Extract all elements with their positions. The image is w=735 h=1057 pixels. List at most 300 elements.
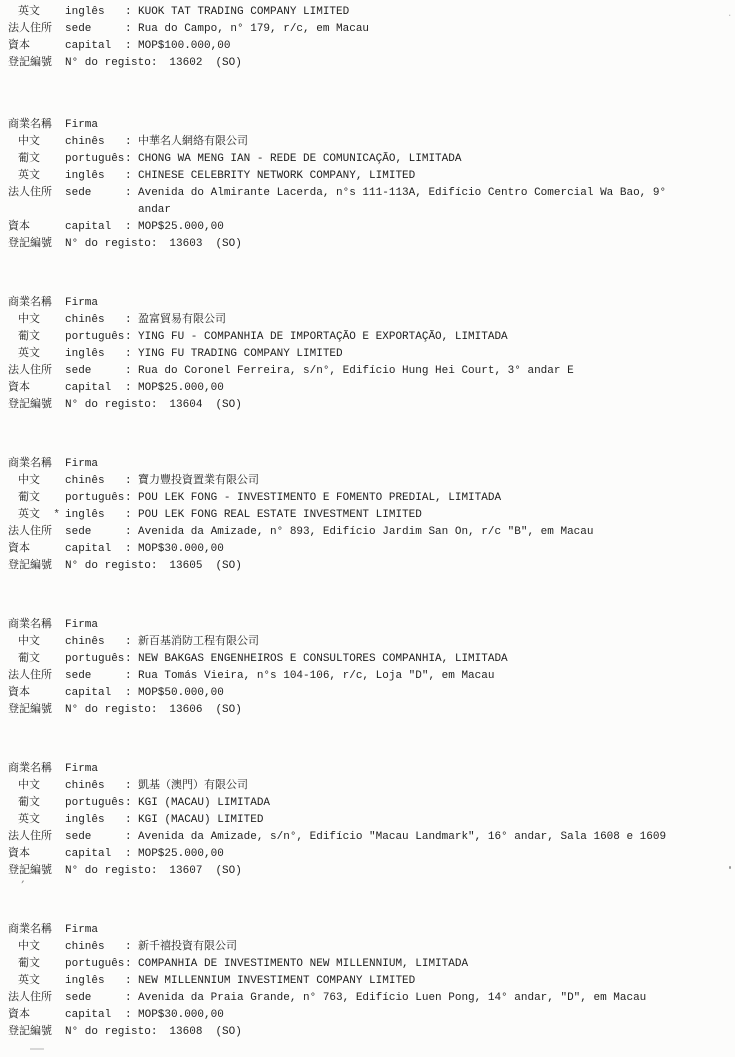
label-chinese-text: 商業名稱 — [8, 619, 52, 631]
field-value: MOP$25.000,00 — [138, 848, 224, 860]
field-value-cell — [125, 507, 422, 524]
field-value: NEW MILLENNIUM INVESTIMENT COMPANY LIMITED — [138, 975, 416, 987]
colon-separator: : — [125, 831, 132, 843]
label-chinese-text: 葡文 — [18, 492, 40, 504]
label-portuguese: chinês — [65, 941, 105, 953]
label-chinese-text: 中文 — [18, 136, 40, 148]
registry-label: N° do registo: — [65, 399, 158, 411]
colon-separator: : — [125, 1009, 132, 1021]
label-chinese-text: 葡文 — [18, 331, 40, 343]
label-chinese-text: 資本 — [8, 382, 30, 394]
label-chinese-text: 登記編號 — [8, 704, 52, 716]
label-portuguese: sede — [65, 23, 92, 35]
label-chinese-text: 法人住所 — [8, 992, 52, 1004]
registry-label: N° do registo: — [65, 704, 158, 716]
field-value: POU LEK FONG REAL ESTATE INVESTMENT LIMITED — [138, 509, 422, 521]
field-value: MOP$25.000,00 — [138, 221, 224, 233]
field-value: 寶力豐投資置業有限公司 — [138, 475, 259, 487]
label-chinese — [8, 490, 65, 507]
entry-field-row — [8, 541, 735, 558]
label-portuguese: Firma — [65, 924, 99, 936]
field-value-cell — [125, 4, 349, 21]
label-chinese-text: 資本 — [8, 40, 30, 52]
label-chinese — [8, 21, 65, 38]
registry-label: N° do registo: — [65, 865, 158, 877]
scan-artifact — [729, 866, 731, 869]
label-chinese — [8, 939, 65, 956]
field-value-cell — [125, 524, 593, 541]
field-value: Avenida da Amizade, n° 893, Edifício Jardim San On, r/c "B", em Macau — [138, 526, 594, 538]
field-value: Rua do Coronel Ferreira, s/n°, Edifício Hung Hei Court, 3° andar E — [138, 365, 574, 377]
registration-number-row — [8, 863, 735, 880]
label-chinese-text: 商業名稱 — [8, 924, 52, 936]
entry-field-row — [8, 151, 735, 168]
registry-number: 13605 — [169, 560, 203, 572]
field-value-cell — [125, 363, 574, 380]
field-value-cell — [125, 939, 237, 956]
colon-separator: : — [125, 941, 132, 953]
registry-number: 13602 — [169, 57, 203, 69]
label-chinese — [8, 956, 65, 973]
label-chinese-text: 葡文 — [18, 153, 40, 165]
label-chinese-text: 英文 — [18, 6, 40, 18]
colon-separator: : — [125, 153, 132, 165]
field-value: 新百基消防工程有限公司 — [138, 636, 259, 648]
label-chinese-text: 商業名稱 — [8, 458, 52, 470]
field-value-cell — [125, 346, 343, 363]
label-chinese-text: 法人住所 — [8, 526, 52, 538]
registry-label: N° do registo: — [65, 1026, 158, 1038]
field-value-cell — [125, 634, 259, 651]
label-chinese-text: 商業名稱 — [8, 119, 52, 131]
label-portuguese: sede — [65, 526, 92, 538]
registry-entries — [8, 4, 735, 1041]
label-chinese — [8, 168, 65, 185]
field-value-cell — [125, 168, 415, 185]
colon-separator: : — [125, 23, 132, 35]
label-portuguese: português — [65, 331, 125, 343]
field-value: MOP$25.000,00 — [138, 382, 224, 394]
registration-number-row — [8, 397, 735, 414]
label-chinese-text: 中文 — [18, 941, 40, 953]
field-value-cell — [125, 473, 259, 490]
label-chinese — [8, 312, 65, 329]
field-value: CHINESE CELEBRITY NETWORK COMPANY, LIMITED — [138, 170, 416, 182]
colon-separator: : — [125, 365, 132, 377]
label-portuguese: Firma — [65, 119, 99, 131]
field-value-cell — [125, 21, 369, 38]
field-value-cell — [125, 219, 224, 236]
label-chinese-text: 資本 — [8, 221, 30, 233]
label-chinese — [8, 117, 65, 134]
label-chinese-text: 法人住所 — [8, 23, 52, 35]
entry-field-row — [8, 990, 735, 1007]
colon-separator: : — [125, 509, 132, 521]
field-value: KGI (MACAU) LIMITADA — [138, 797, 271, 809]
stray-asterisk-mark: * — [53, 509, 60, 521]
label-chinese-text: 葡文 — [18, 653, 40, 665]
field-value: MOP$30.000,00 — [138, 1009, 224, 1021]
registry-suffix: (SO) — [215, 865, 242, 877]
colon-separator: : — [125, 136, 132, 148]
entry-13602-partial — [8, 4, 735, 72]
colon-separator: : — [125, 780, 132, 792]
label-chinese — [8, 134, 65, 151]
colon-separator: : — [125, 314, 132, 326]
entry-13608 — [8, 922, 735, 1041]
label-chinese — [8, 846, 65, 863]
field-value: Avenida da Amizade, s/n°, Edifício "Macau Landmark", 16° andar, Sala 1608 e 1609 — [138, 831, 667, 843]
registry-suffix: (SO) — [215, 1026, 242, 1038]
registry-label: N° do registo: — [65, 238, 158, 250]
field-value-cell — [125, 829, 666, 846]
entry-field-row — [8, 829, 735, 846]
label-chinese — [8, 236, 65, 253]
entry-13604 — [8, 295, 735, 414]
field-value-cell — [125, 1007, 224, 1024]
entry-13606 — [8, 617, 735, 719]
label-chinese-text: 英文 — [18, 509, 40, 521]
colon-separator: : — [125, 797, 132, 809]
entry-field-row — [8, 812, 735, 829]
colon-separator: : — [125, 814, 132, 826]
label-portuguese: sede — [65, 831, 92, 843]
entry-field-row — [8, 185, 735, 219]
field-value-cell — [125, 795, 270, 812]
label-chinese-text: 英文 — [18, 170, 40, 182]
label-chinese — [8, 380, 65, 397]
colon-separator: : — [125, 653, 132, 665]
registry-label: N° do registo: — [65, 560, 158, 572]
field-value-cell — [125, 312, 226, 329]
entry-field-row — [8, 473, 735, 490]
label-chinese-text: 資本 — [8, 848, 30, 860]
label-portuguese: capital — [65, 40, 112, 52]
registry-number: 13604 — [169, 399, 203, 411]
label-chinese-text: 法人住所 — [8, 670, 52, 682]
entry-field-row — [8, 456, 735, 473]
label-chinese — [8, 363, 65, 380]
entry-field-row — [8, 973, 735, 990]
field-value: POU LEK FONG - INVESTIMENTO E FOMENTO PREDIAL, LIMITADA — [138, 492, 502, 504]
entry-13607 — [8, 761, 735, 880]
colon-separator: : — [125, 543, 132, 555]
field-value: COMPANHIA DE INVESTIMENTO NEW MILLENNIUM, LIMITADA — [138, 958, 469, 970]
entry-field-row — [8, 380, 735, 397]
entry-field-row — [8, 117, 735, 134]
field-value: Rua Tomás Vieira, n°s 104-106, r/c, Loja "D", em Macau — [138, 670, 495, 682]
label-chinese — [8, 55, 65, 72]
registry-suffix: (SO) — [215, 704, 242, 716]
label-portuguese: capital — [65, 382, 112, 394]
field-value: 凱基（澳門）有限公司 — [138, 780, 248, 792]
label-chinese-text: 英文 — [18, 975, 40, 987]
label-chinese — [8, 219, 65, 236]
field-value-cell — [125, 812, 263, 829]
colon-separator: : — [125, 475, 132, 487]
field-value-cell — [125, 778, 248, 795]
field-value: 中華名人網絡有限公司 — [138, 136, 248, 148]
label-chinese — [8, 668, 65, 685]
label-chinese-text: 資本 — [8, 543, 30, 555]
colon-separator: : — [125, 492, 132, 504]
registry-suffix: (SO) — [215, 57, 242, 69]
label-chinese-text: 商業名稱 — [8, 297, 52, 309]
label-chinese-text: 葡文 — [18, 797, 40, 809]
entry-field-row — [8, 778, 735, 795]
colon-separator: : — [125, 221, 132, 233]
label-chinese — [8, 990, 65, 1007]
registry-suffix: (SO) — [215, 560, 242, 572]
field-value: Rua do Campo, n° 179, r/c, em Macau — [138, 23, 370, 35]
label-portuguese: Firma — [65, 763, 99, 775]
label-chinese — [8, 685, 65, 702]
label-portuguese: português — [65, 153, 125, 165]
label-chinese — [8, 346, 65, 363]
label-chinese — [8, 4, 65, 21]
entry-field-row — [8, 346, 735, 363]
label-chinese — [8, 1024, 65, 1041]
label-chinese — [8, 863, 65, 880]
label-chinese — [8, 973, 65, 990]
colon-separator: : — [125, 636, 132, 648]
label-chinese-text: 法人住所 — [8, 365, 52, 377]
label-portuguese: inglês — [65, 814, 105, 826]
entry-field-row — [8, 617, 735, 634]
label-chinese — [8, 702, 65, 719]
colon-separator: : — [125, 992, 132, 1004]
entry-field-row — [8, 312, 735, 329]
label-chinese — [8, 38, 65, 55]
label-chinese-text: 中文 — [18, 314, 40, 326]
entry-field-row — [8, 956, 735, 973]
field-value-cell — [125, 380, 224, 397]
label-portuguese: inglês — [65, 975, 105, 987]
entry-13603 — [8, 117, 735, 253]
field-value-cell — [125, 668, 494, 685]
label-portuguese: chinês — [65, 780, 105, 792]
colon-separator: : — [125, 6, 132, 18]
label-portuguese: Firma — [65, 619, 99, 631]
entry-field-row — [8, 363, 735, 380]
entry-field-row — [8, 761, 735, 778]
scan-artifact — [30, 1048, 44, 1050]
label-chinese — [8, 634, 65, 651]
colon-separator: : — [125, 348, 132, 360]
label-portuguese: chinês — [65, 636, 105, 648]
label-chinese-text: 登記編號 — [8, 399, 52, 411]
registry-number: 13603 — [169, 238, 203, 250]
entry-field-row — [8, 38, 735, 55]
entry-field-row — [8, 846, 735, 863]
label-chinese-text: 法人住所 — [8, 831, 52, 843]
field-value-cell — [125, 956, 468, 973]
field-value: Avenida do Almirante Lacerda, n°s 111-113A, Edifício Centro Comercial Wa Bao, 9° andar — [138, 187, 673, 216]
label-chinese — [8, 397, 65, 414]
label-portuguese: capital — [65, 543, 112, 555]
entry-field-row — [8, 634, 735, 651]
field-value: MOP$50.000,00 — [138, 687, 224, 699]
field-value-cell — [125, 329, 508, 346]
label-portuguese: português — [65, 653, 125, 665]
field-value-cell — [125, 185, 683, 219]
label-chinese — [8, 922, 65, 939]
label-chinese — [8, 185, 65, 202]
field-value-cell — [125, 990, 646, 1007]
colon-separator: : — [125, 670, 132, 682]
label-chinese-text: 中文 — [18, 780, 40, 792]
label-chinese-text: 英文 — [18, 814, 40, 826]
label-chinese-text: 登記編號 — [8, 865, 52, 877]
label-portuguese: português — [65, 797, 125, 809]
label-portuguese: português — [65, 492, 125, 504]
entry-field-row — [8, 524, 735, 541]
label-portuguese: inglês — [65, 6, 105, 18]
label-chinese — [8, 778, 65, 795]
label-portuguese: capital — [65, 687, 112, 699]
colon-separator: : — [125, 975, 132, 987]
field-value-cell — [125, 685, 224, 702]
entry-field-row — [8, 939, 735, 956]
field-value-cell — [125, 846, 224, 863]
label-chinese-text: 登記編號 — [8, 560, 52, 572]
colon-separator: : — [125, 848, 132, 860]
field-value: 新千禧投資有限公司 — [138, 941, 237, 953]
entry-field-row — [8, 1007, 735, 1024]
label-portuguese: capital — [65, 848, 112, 860]
label-portuguese: inglês — [65, 348, 105, 360]
colon-separator: : — [125, 40, 132, 52]
colon-separator: : — [125, 526, 132, 538]
registry-number: 13606 — [169, 704, 203, 716]
entry-field-row — [8, 651, 735, 668]
label-chinese-text: 葡文 — [18, 958, 40, 970]
field-value: CHONG WA MENG IAN - REDE DE COMUNICAÇÃO, LIMITADA — [138, 153, 462, 165]
entry-field-row — [8, 329, 735, 346]
label-chinese — [8, 524, 65, 541]
field-value: MOP$100.000,00 — [138, 40, 231, 52]
label-portuguese: inglês — [65, 509, 105, 521]
label-chinese-text: 登記編號 — [8, 1026, 52, 1038]
colon-separator: : — [125, 687, 132, 699]
label-chinese — [8, 1007, 65, 1024]
scan-artifact: · — [727, 11, 733, 21]
label-chinese — [8, 829, 65, 846]
registry-number: 13608 — [169, 1026, 203, 1038]
field-value-cell — [125, 38, 230, 55]
entry-field-row — [8, 168, 735, 185]
field-value: YING FU TRADING COMPANY LIMITED — [138, 348, 343, 360]
label-portuguese: Firma — [65, 297, 99, 309]
registration-number-row — [8, 1024, 735, 1041]
label-chinese-text: 中文 — [18, 475, 40, 487]
label-portuguese: chinês — [65, 475, 105, 487]
label-chinese — [8, 812, 65, 829]
field-value: NEW BAKGAS ENGENHEIROS E CONSULTORES COMPANHIA, LIMITADA — [138, 653, 508, 665]
entry-13605 — [8, 456, 735, 575]
label-portuguese: chinês — [65, 314, 105, 326]
label-chinese — [8, 507, 65, 524]
label-chinese — [8, 329, 65, 346]
label-chinese — [8, 295, 65, 312]
field-value: Avenida da Praia Grande, n° 763, Edifício Luen Pong, 14° andar, "D", em Macau — [138, 992, 647, 1004]
label-chinese-text: 法人住所 — [8, 187, 52, 199]
label-portuguese: sede — [65, 365, 92, 377]
colon-separator: : — [125, 170, 132, 182]
entry-field-row — [8, 490, 735, 507]
scan-artifact: , — [20, 874, 28, 886]
colon-separator: : — [125, 187, 132, 199]
field-value-cell — [125, 490, 501, 507]
label-chinese — [8, 617, 65, 634]
label-chinese — [8, 541, 65, 558]
field-value-cell — [125, 651, 508, 668]
label-chinese-text: 資本 — [8, 687, 30, 699]
field-value-cell — [125, 151, 461, 168]
label-chinese-text: 中文 — [18, 636, 40, 648]
entry-field-row — [8, 21, 735, 38]
label-chinese-text: 英文 — [18, 348, 40, 360]
entry-field-row — [8, 295, 735, 312]
label-chinese — [8, 795, 65, 812]
registry-suffix: (SO) — [215, 238, 242, 250]
label-portuguese: português — [65, 958, 125, 970]
label-portuguese: sede — [65, 992, 92, 1004]
registration-number-row — [8, 236, 735, 253]
entry-field-row — [8, 685, 735, 702]
field-value: MOP$30.000,00 — [138, 543, 224, 555]
field-value-cell — [125, 541, 224, 558]
label-portuguese: capital — [65, 221, 112, 233]
field-value-cell — [125, 134, 248, 151]
entry-field-row — [8, 134, 735, 151]
entry-field-row — [8, 4, 735, 21]
registry-suffix: (SO) — [215, 399, 242, 411]
entry-field-row — [8, 507, 735, 524]
registration-number-row — [8, 558, 735, 575]
label-chinese — [8, 558, 65, 575]
label-portuguese: capital — [65, 1009, 112, 1021]
label-chinese — [8, 473, 65, 490]
registration-number-row — [8, 55, 735, 72]
label-portuguese: inglês — [65, 170, 105, 182]
registry-number: 13607 — [169, 865, 203, 877]
entry-field-row — [8, 668, 735, 685]
label-chinese — [8, 651, 65, 668]
label-chinese-text: 登記編號 — [8, 57, 52, 69]
field-value: 盈富貿易有限公司 — [138, 314, 226, 326]
entry-field-row — [8, 795, 735, 812]
label-chinese-text: 商業名稱 — [8, 763, 52, 775]
registry-label: N° do registo: — [65, 57, 158, 69]
label-chinese-text: 登記編號 — [8, 238, 52, 250]
field-value-cell — [125, 973, 415, 990]
field-value: YING FU - COMPANHIA DE IMPORTAÇÃO E EXPORTAÇÃO, LIMITADA — [138, 331, 508, 343]
label-chinese-text: 資本 — [8, 1009, 30, 1021]
label-chinese — [8, 761, 65, 778]
label-portuguese: sede — [65, 187, 92, 199]
label-chinese — [8, 151, 65, 168]
label-portuguese: Firma — [65, 458, 99, 470]
colon-separator: : — [125, 382, 132, 394]
field-value: KGI (MACAU) LIMITED — [138, 814, 264, 826]
entry-field-row — [8, 922, 735, 939]
field-value: KUOK TAT TRADING COMPANY LIMITED — [138, 6, 350, 18]
entry-field-row — [8, 219, 735, 236]
label-portuguese: sede — [65, 670, 92, 682]
registration-number-row — [8, 702, 735, 719]
label-portuguese: chinês — [65, 136, 105, 148]
